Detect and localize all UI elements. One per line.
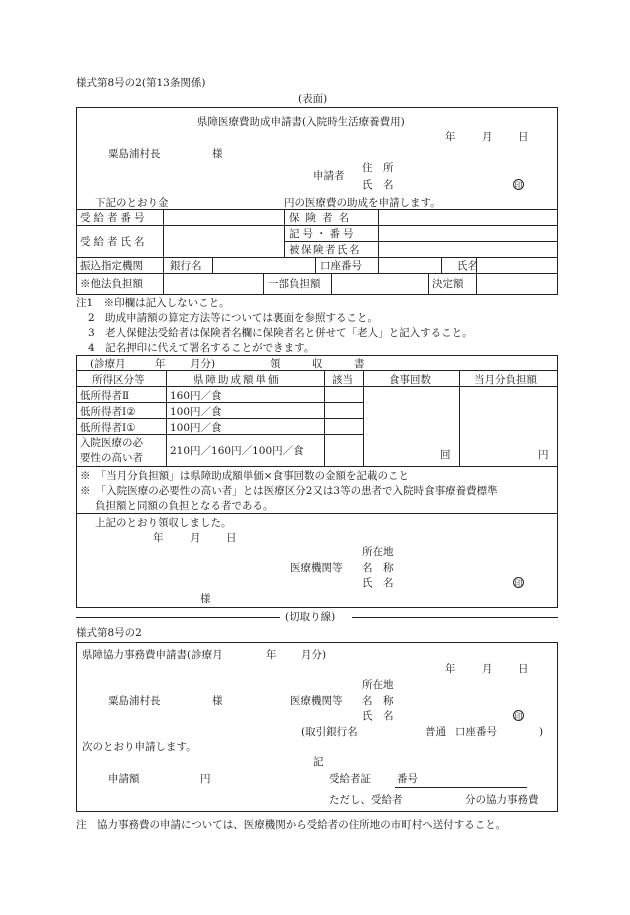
grid-line	[76, 386, 558, 387]
grid-line	[76, 273, 558, 274]
cut-line-left	[76, 617, 280, 618]
receipt-sama: 様	[200, 593, 211, 605]
row-price: 210円／160円／100円／食	[170, 445, 304, 457]
grid-line	[324, 370, 325, 466]
col-income: 所得区分等	[92, 374, 145, 386]
recipient-name-label: 受給者氏名	[80, 236, 148, 248]
grid-line	[76, 418, 363, 419]
grid-line	[363, 370, 364, 466]
footer-note: 注 協力事務費の申請については、医療機関から受給者の住所地の市町村へ送付すること。	[76, 819, 507, 831]
form2-sama: 様	[212, 695, 223, 707]
form2-ki: 記	[313, 756, 324, 768]
request-suffix: 円の医療費の助成を申請します。	[284, 197, 441, 209]
form2-request: 次のとおり申請します。	[82, 741, 197, 753]
grid-line	[166, 370, 167, 466]
other-law-label: ※他法負担額	[80, 278, 143, 290]
grid-line	[441, 257, 442, 273]
insurer-name-label: 保険者名	[289, 212, 355, 224]
row-income-line2: 要性の高い者	[80, 452, 143, 464]
receipt-title: 領 収 書	[270, 358, 365, 370]
grid-line	[76, 434, 363, 435]
form2-title-year: 年	[266, 649, 277, 661]
bank-name-label: 銀行名	[170, 260, 202, 272]
receipt-inst-person: 氏 名	[362, 577, 394, 589]
form2-location: 所在地	[362, 679, 394, 691]
cut-label: (切取り線)	[285, 611, 336, 623]
form2-inst-name: 名 称	[362, 695, 394, 707]
form2-however-suffix: 分の協力事務費	[465, 794, 539, 806]
grid-line	[76, 225, 558, 226]
partial-burden-label: 一部負担額	[268, 278, 321, 290]
addressee: 粟島浦村長	[108, 148, 161, 160]
receipt-location: 所在地	[362, 546, 394, 558]
grid-line	[76, 466, 558, 467]
form-number: 様式第8号の2(第13条関係)	[76, 77, 206, 89]
name-label: 氏 名	[362, 179, 394, 191]
form2-close-paren: )	[539, 726, 544, 738]
symbol-number-label: 記号・番号	[289, 228, 357, 240]
receipt-institution: 医療機関等	[290, 562, 343, 574]
address-label: 住 所	[362, 162, 394, 174]
form2-date-month: 月	[482, 663, 493, 675]
date-month: 月	[482, 131, 493, 143]
form2-number: 様式第8号の2	[76, 627, 142, 639]
received-text: 上記のとおり領収しました。	[95, 517, 232, 529]
seal-mark: 印	[514, 181, 523, 190]
grid-line	[331, 273, 332, 295]
form2-bank: (取引銀行名	[301, 726, 358, 738]
receipt-date-year: 年	[153, 532, 164, 544]
form2-addressee: 粟島浦村長	[108, 695, 161, 707]
form2-date-day: 日	[518, 663, 529, 675]
row-income-line1: 入院医療の必	[80, 437, 143, 449]
form2-institution: 医療機関等	[290, 695, 343, 707]
col-meals: 食事回数	[389, 374, 431, 386]
grid-line	[76, 402, 363, 403]
receipt-seal-mark: 印	[514, 579, 523, 588]
form2-ordinary: 普通	[425, 726, 446, 738]
form2-title: 県障協力事務費申請書(診療月	[82, 649, 223, 661]
row-income: 低所得者Ⅱ	[80, 390, 130, 402]
receipt-date-month: 月	[190, 532, 201, 544]
grid-line	[284, 241, 558, 242]
form2-cert-number: 番号	[397, 773, 418, 785]
grid-line	[263, 273, 264, 295]
row-price: 100円／食	[170, 406, 222, 418]
note-4: 4 記名押印に代えて署名することができます。	[88, 342, 315, 354]
side-label: (表面)	[298, 93, 328, 105]
recipient-number-label: 受給者番号	[80, 212, 148, 224]
col-applicable: 該当	[332, 374, 353, 386]
applicant-label: 申請者	[313, 170, 345, 182]
col-unit-price: 県障助成額単価	[193, 374, 281, 386]
insured-name-label: 被保険者氏名	[289, 244, 361, 256]
grid-line	[459, 370, 460, 466]
grid-line	[163, 257, 164, 295]
grid-line	[76, 513, 558, 514]
form2-seal-mark: 印	[514, 712, 523, 721]
receipt-date-day: 日	[226, 532, 237, 544]
col-burden: 当月分負担額	[474, 374, 537, 386]
note-3: 3 老人保健法受給者は保険者名欄に保険者名と併せて「老人」と記入すること。	[88, 327, 473, 339]
grid-line	[315, 257, 316, 273]
receipt-header-year: 年	[155, 358, 166, 370]
form2-cert-label: 受給者証	[329, 773, 371, 785]
grid-line	[76, 209, 558, 210]
account-number-label: 口座番号	[320, 260, 362, 272]
grid-line	[284, 209, 285, 257]
date-year: 年	[445, 131, 456, 143]
grid-line	[76, 370, 558, 371]
grid-line	[76, 257, 558, 258]
request-prefix: 下記のとおり金	[95, 197, 169, 209]
form2-yen: 円	[200, 773, 211, 785]
grid-line	[212, 257, 213, 273]
form2-date-year: 年	[445, 663, 456, 675]
form2-title-month: 月分)	[301, 649, 327, 661]
receipt-header-month: (診療月	[90, 358, 126, 370]
times-unit: 回	[440, 449, 451, 461]
form2-however: ただし、受給者	[329, 794, 403, 806]
note-2: 2 助成申請額の算定方法等については裏面を参照すること。	[88, 312, 378, 324]
form2-inst-person: 氏 名	[362, 710, 394, 722]
determined-label: 決定額	[432, 278, 464, 290]
grid-line	[378, 209, 379, 257]
grid-line	[163, 209, 164, 257]
receipt-header-month2: 月分)	[190, 358, 216, 370]
receipt-note-1: ※ 「当月分負担額」は県障助成額単価×食事回数の金額を記載のこと	[80, 470, 410, 482]
addressee-sama: 様	[212, 148, 223, 160]
transfer-institution-label: 振込指定機関	[80, 260, 143, 272]
receipt-note-2b: 負担額と同額の負担となる者である。	[95, 500, 274, 512]
grid-line	[476, 273, 477, 295]
grid-line	[428, 273, 429, 295]
cert-number-underline	[395, 787, 527, 788]
form2-account: 口座番号	[455, 726, 497, 738]
row-price: 100円／食	[170, 422, 222, 434]
yen-unit: 円	[538, 449, 549, 461]
form2-amount-label: 申請額	[108, 773, 140, 785]
row-price: 160円／食	[170, 390, 222, 402]
receipt-inst-name: 名 称	[362, 562, 394, 574]
date-day: 日	[518, 131, 529, 143]
row-income: 低所得者Ⅰ②	[80, 406, 136, 418]
account-holder-label: 氏名	[457, 260, 478, 272]
note-1: 注1 ※印欄は記入しないこと。	[76, 297, 230, 309]
form-title: 県障医療費助成申請書(入院時生活療養費用)	[197, 116, 405, 128]
grid-line	[378, 257, 379, 273]
receipt-note-2a: ※ 「入院医療の必要性の高い者」とは医療区分2又は3等の患者で入院時食事療養費標準	[80, 485, 498, 497]
row-income: 低所得者Ⅰ①	[80, 422, 136, 434]
cut-line-right	[352, 617, 558, 618]
